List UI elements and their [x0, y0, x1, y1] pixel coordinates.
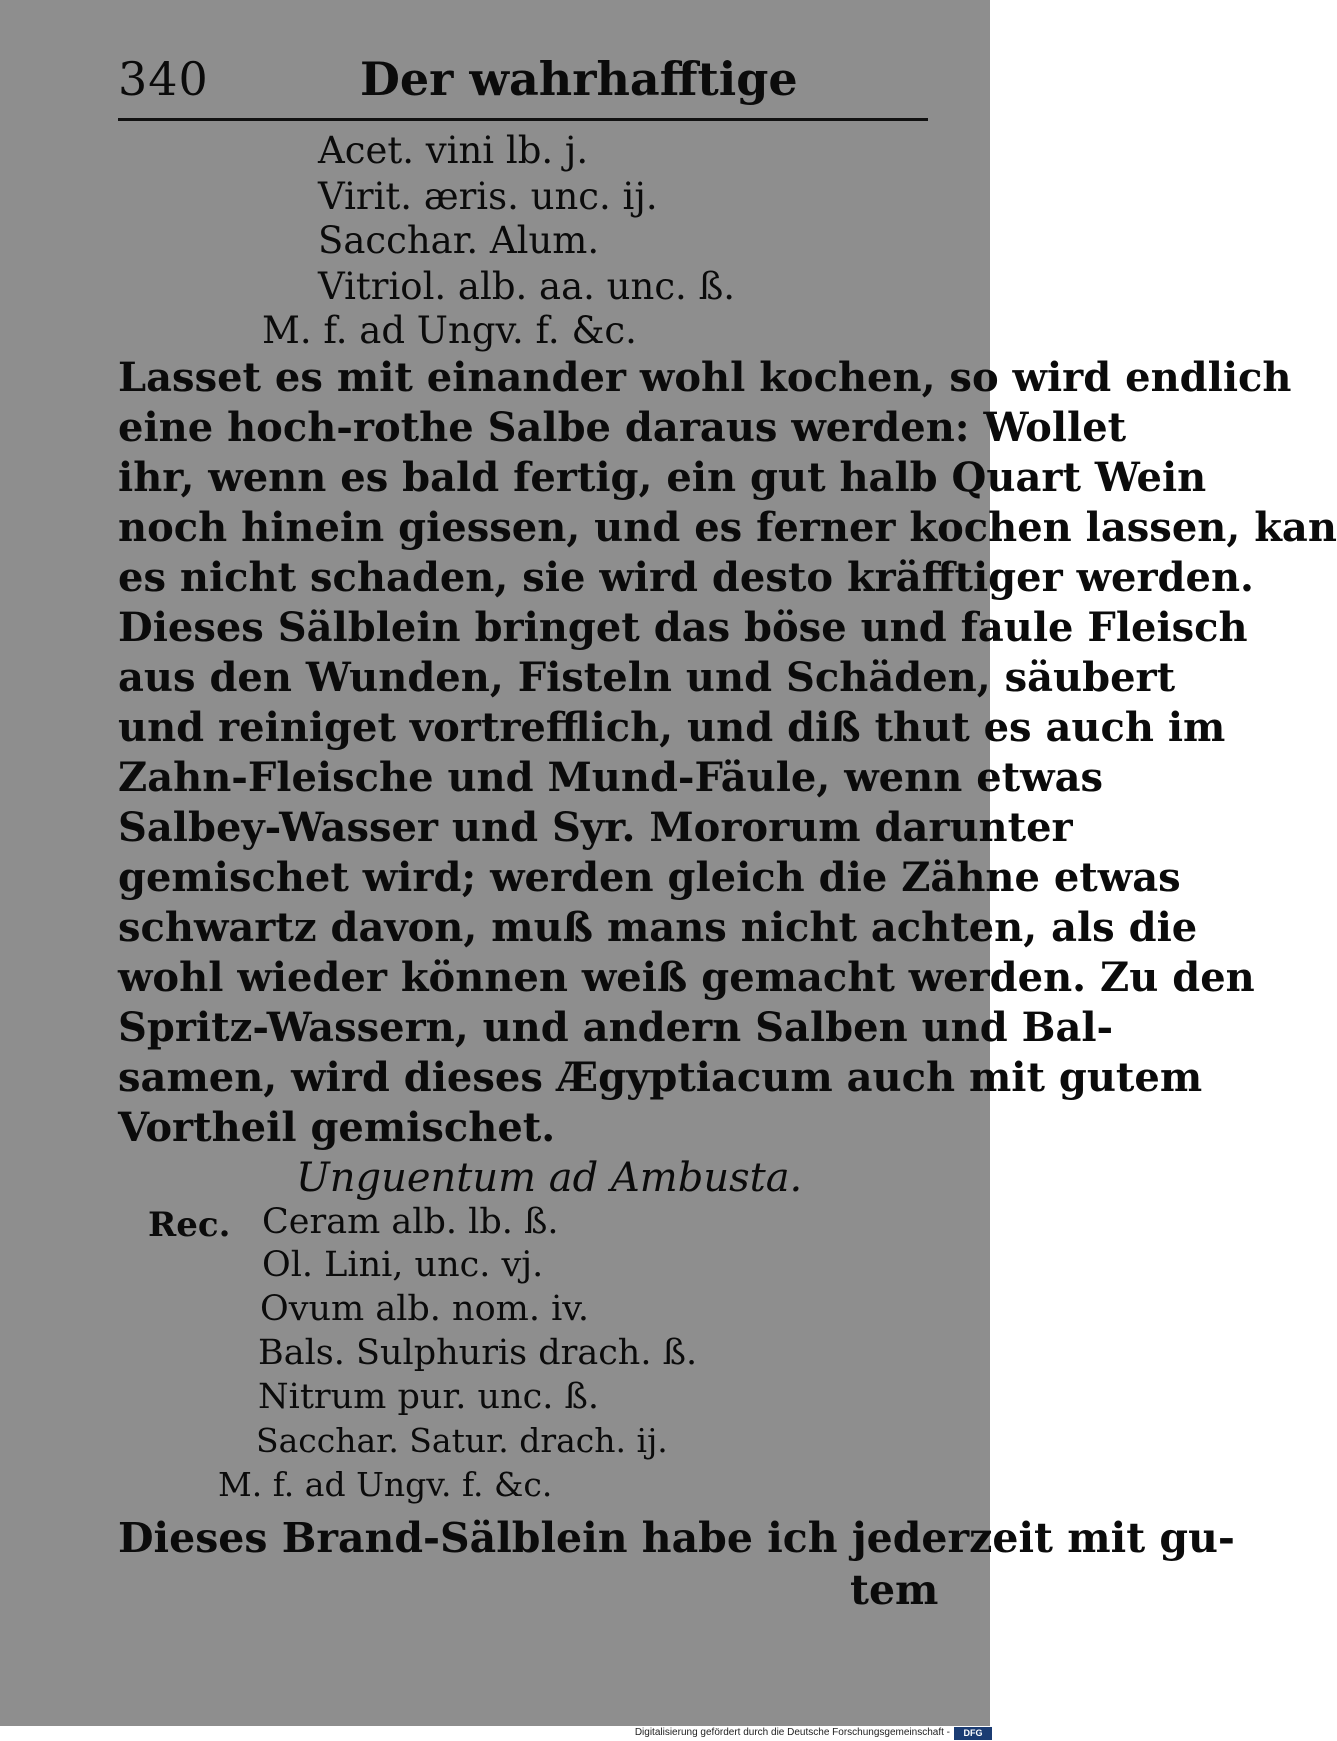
recipe2-line: Ol. Lini, unc. vj. [262, 1245, 544, 1285]
body-line: Spritz-Wassern, und andern Salben und Bal- [118, 1004, 1114, 1051]
dfg-logo: DFG [954, 1727, 992, 1740]
body-line: samen, wird dieses Ægyptiacum auch mit gutem [118, 1054, 1203, 1101]
recipe2-line: Ceram alb. lb. ß. [262, 1202, 559, 1242]
page-number: 340 [118, 52, 209, 106]
recipe2-line: Ovum alb. nom. iv. [260, 1289, 590, 1329]
body-line: ihr, wenn es bald fertig, ein gut halb Quart Wein [118, 454, 1207, 501]
running-title: Der wahrhafftige [360, 52, 798, 106]
body-line: Vortheil gemischet. [118, 1104, 556, 1151]
recipe2-line: M. f. ad Ungv. f. &c. [218, 1465, 553, 1504]
recipe2-line: Sacchar. Satur. drach. ij. [256, 1421, 668, 1460]
body-line: noch hinein giessen, und es ferner kochen lassen, kan [118, 504, 1337, 551]
body-line: Lasset es mit einander wohl kochen, so wird endlich [118, 354, 1292, 401]
catchword: tem [850, 1566, 939, 1614]
recipe2-line: Nitrum pur. unc. ß. [258, 1377, 599, 1417]
body-line: es nicht schaden, sie wird desto kräfftiger werden. [118, 554, 1254, 601]
body-line: wohl wieder können weiß gemacht werden. Zu den [118, 954, 1255, 1001]
rec-label: Rec. [148, 1205, 231, 1245]
body-line: Zahn-Fleische und Mund-Fäule, wenn etwas [118, 754, 1103, 801]
recipe1-line: Acet. vini lb. j. [318, 129, 589, 172]
recipe1-line: M. f. ad Ungv. f. &c. [262, 309, 637, 352]
body-line: gemischet wird; werden gleich die Zähne etwas [118, 854, 1181, 901]
closing-line: Dieses Brand-Sälblein habe ich jederzeit mit gu- [118, 1514, 1235, 1562]
digitization-credit: Digitalisierung gefördert durch die Deutsche Forschungsgemeinschaft - [634, 1727, 950, 1738]
header-rule [118, 118, 928, 121]
recipe2-line: Bals. Sulphuris drach. ß. [258, 1333, 698, 1373]
recipe1-line: Sacchar. Alum. [318, 219, 600, 262]
recipe1-line: Vitriol. alb. aa. unc. ß. [318, 265, 736, 308]
body-line: schwartz davon, muß mans nicht achten, als die [118, 904, 1198, 951]
recipe1-line: Virit. æris. unc. ij. [318, 175, 658, 218]
body-line: Salbey-Wasser und Syr. Mororum darunter [118, 804, 1073, 851]
body-line: Dieses Sälblein bringet das böse und faule Fleisch [118, 604, 1248, 651]
body-line: und reiniget vortrefflich, und diß thut es auch im [118, 704, 1226, 751]
recipe-title: Unguentum ad Ambusta. [296, 1155, 803, 1201]
body-line: aus den Wunden, Fisteln und Schäden, säubert [118, 654, 1176, 701]
body-line: eine hoch-rothe Salbe daraus werden: Wollet [118, 404, 1127, 451]
